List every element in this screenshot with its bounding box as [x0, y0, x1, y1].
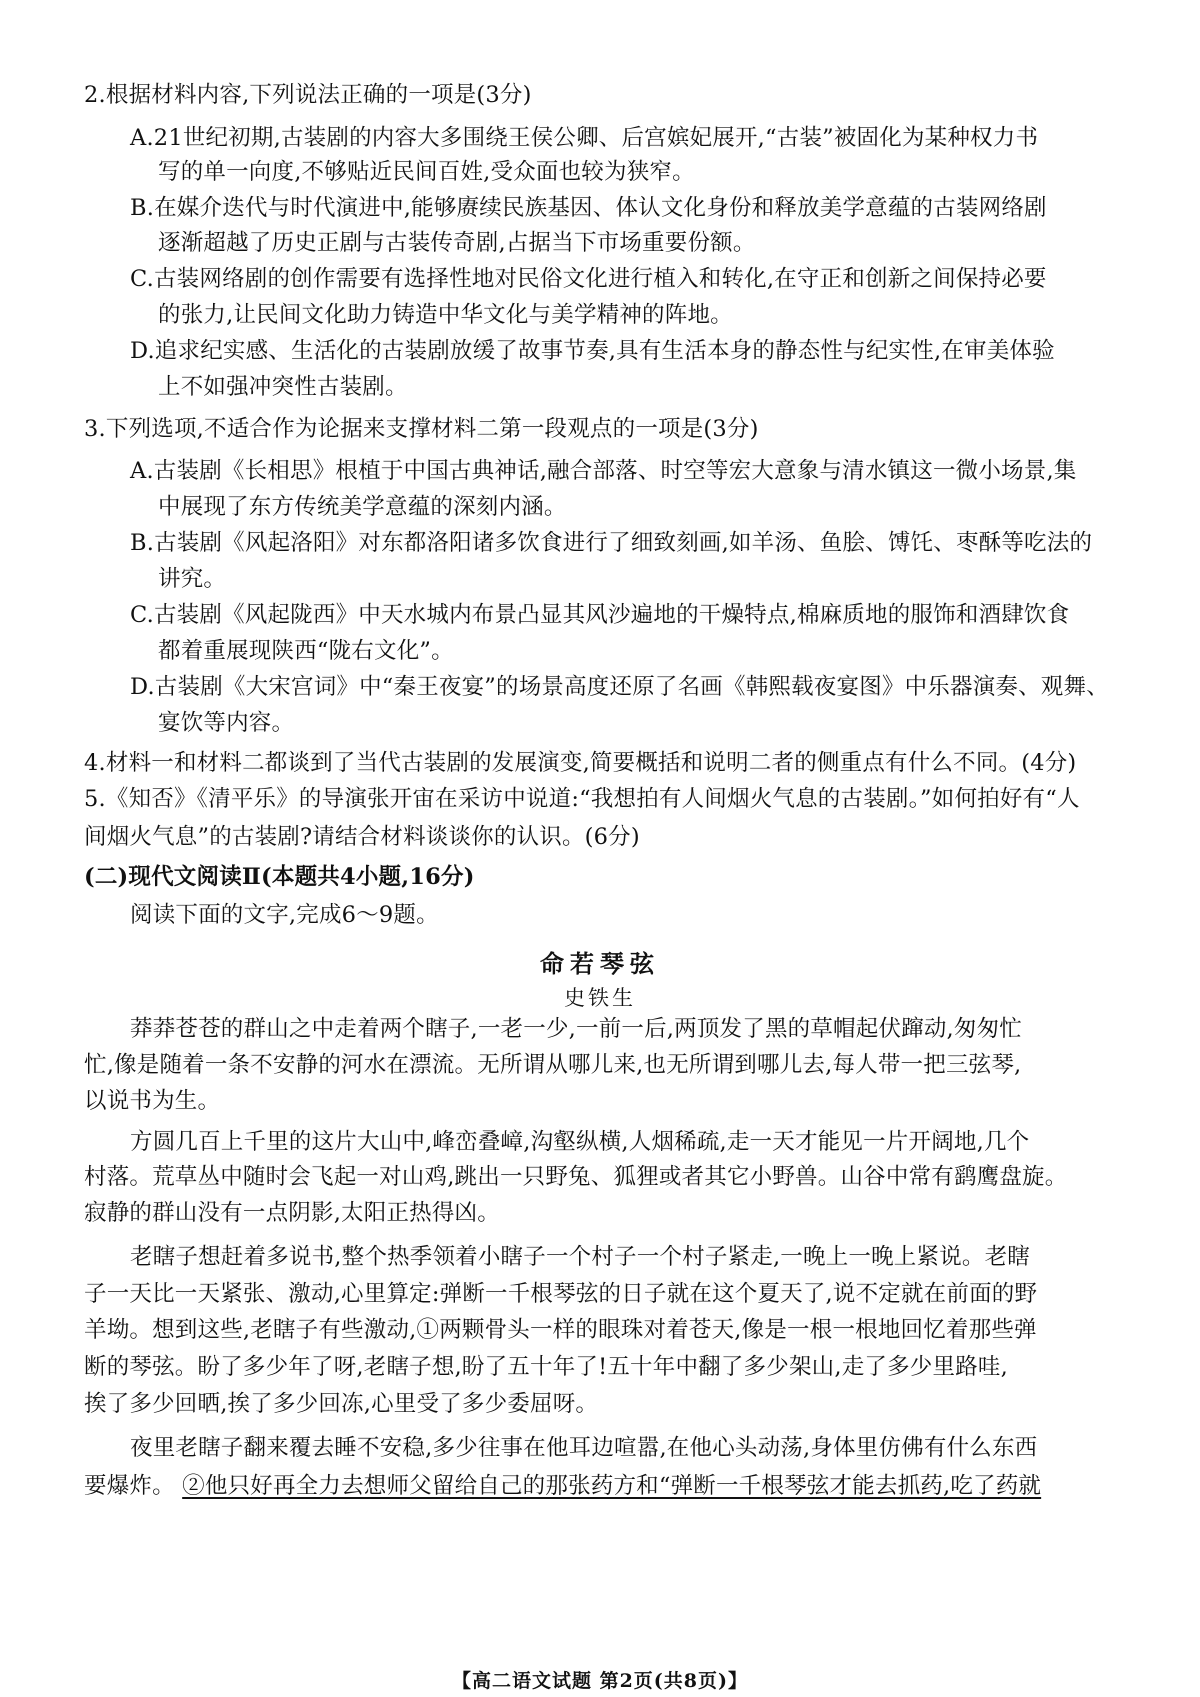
section-heading: (二)现代文阅读Ⅱ(本题共4小题,16分) — [84, 864, 475, 890]
question-2-option-a: A.21世纪初期,古装剧的内容大多围绕王侯公卿、后宫嫔妃展开,“古装”被固化为某种权力书 — [130, 125, 1039, 151]
question-3-option-d: D.古装剧《大宋宫词》中“秦王夜宴”的场景高度还原了名画《韩熙载夜宴图》中乐器演奏、观舞、 — [130, 674, 1109, 700]
story-paragraph-4-line-2 — [84, 1475, 1041, 1498]
story-underlined-sentence-2: ②他只好再全力去想师父留给自己的那张药方和“弹断一千根琴弦才能去抓药,吃了药就 — [182, 1473, 1042, 1499]
question-2-option-c-cont: 的张力,让民间文化助力铸造中华文化与美学精神的阵地。 — [158, 302, 733, 328]
story-paragraph-3-line-3: 羊坳。想到这些,老瞎子有些激动,①两颗骨头一样的眼珠对着苍天,像是一根一根地回忆着那些弹 — [84, 1317, 1037, 1343]
story-paragraph-3-line-2: 子一天比一天紧张、激动,心里算定:弹断一千根琴弦的日子就在这个夏天了,说不定就在前面的野 — [84, 1281, 1038, 1307]
story-paragraph-3-line-4: 断的琴弦。盼了多少年了呀,老瞎子想,盼了五十年了!五十年中翻了多少架山,走了多少里路哇, — [84, 1354, 1008, 1380]
question-3-option-b-cont: 讲究。 — [158, 566, 227, 592]
question-3-option-a: A.古装剧《长相思》根植于中国古典神话,融合部落、时空等宏大意象与清水镇这一微小场景,集 — [130, 458, 1077, 484]
story-paragraph-2-line-3: 寂静的群山没有一点阴影,太阳正热得凶。 — [84, 1200, 500, 1226]
story-author: 史铁生 — [564, 986, 636, 1010]
page-footer: 【高二语文试题 第2页(共8页)】 — [451, 1670, 749, 1692]
story-paragraph-3-line-5: 挨了多少回晒,挨了多少回冻,心里受了多少委屈呀。 — [84, 1391, 599, 1417]
story-paragraph-2: 方圆几百上千里的这片大山中,峰峦叠嶂,沟壑纵横,人烟稀疏,走一天才能见一片开阔地,几个 — [130, 1129, 1030, 1155]
question-5-cont: 间烟火气息”的古装剧?请结合材料谈谈你的认识。(6分) — [84, 824, 640, 850]
question-3-option-a-cont: 中展现了东方传统美学意蕴的深刻内涵。 — [158, 494, 567, 520]
question-2-option-c: C.古装网络剧的创作需要有选择性地对民俗文化进行植入和转化,在守正和创新之间保持必要 — [130, 266, 1047, 292]
story-paragraph-3: 老瞎子想赶着多说书,整个热季领着小瞎子一个村子一个村子紧走,一晚上一晚上紧说。老瞎 — [130, 1244, 1031, 1270]
story-paragraph-1: 莽莽苍苍的群山之中走着两个瞎子,一老一少,一前一后,两顶发了黑的草帽起伏蹿动,匆匆忙 — [130, 1016, 1023, 1042]
question-3-option-c: C.古装剧《风起陇西》中天水城内布景凸显其风沙遍地的干燥特点,棉麻质地的服饰和酒肆饮食 — [130, 602, 1070, 628]
story-paragraph-4: 夜里老瞎子翻来覆去睡不安稳,多少往事在他耳边喧嚣,在他心头动荡,身体里仿佛有什么东西 — [130, 1435, 1038, 1461]
question-2-option-a-cont: 写的单一向度,不够贴近民间百姓,受众面也较为狭窄。 — [158, 159, 695, 185]
reading-instruction: 阅读下面的文字,完成6～9题。 — [130, 902, 439, 928]
question-2-option-b: B.在媒介迭代与时代演进中,能够赓续民族基因、体认文化身份和释放美学意蕴的古装网络剧 — [130, 195, 1047, 221]
question-3-option-c-cont: 都着重展现陕西“陇右文化”。 — [158, 638, 454, 664]
question-3-option-d-cont: 宴饮等内容。 — [158, 710, 295, 736]
question-2-stem: 2.根据材料内容,下列说法正确的一项是(3分) — [84, 82, 532, 108]
story-paragraph-4-line-2-start: 要爆炸。 — [84, 1473, 175, 1499]
story-paragraph-1-line-3: 以说书为生。 — [84, 1088, 221, 1114]
question-2-option-d-cont: 上不如强冲突性古装剧。 — [158, 374, 408, 400]
question-2-option-d: D.追求纪实感、生活化的古装剧放缓了故事节奏,具有生活本身的静态性与纪实性,在审美体验 — [130, 338, 1055, 364]
story-title: 命若琴弦 — [540, 949, 660, 978]
question-2-option-b-cont: 逐渐超越了历史正剧与古装传奇剧,占据当下市场重要份额。 — [158, 230, 756, 256]
question-3-stem: 3.下列选项,不适合作为论据来支撑材料二第一段观点的一项是(3分) — [84, 416, 759, 442]
question-5: 5.《知否》《清平乐》的导演张开宙在采访中说道:“我想拍有人间烟火气息的古装剧。”如何拍好有“人 — [84, 786, 1080, 812]
story-paragraph-1-line-2: 忙,像是随着一条不安静的河水在漂流。无所谓从哪儿来,也无所谓到哪儿去,每人带一把三弦琴, — [84, 1052, 1022, 1078]
story-paragraph-2-line-2: 村落。荒草丛中随时会飞起一对山鸡,跳出一只野兔、狐狸或者其它小野兽。山谷中常有鹞鹰盘旋。 — [84, 1164, 1068, 1190]
question-4: 4.材料一和材料二都谈到了当代古装剧的发展演变,简要概括和说明二者的侧重点有什么不同。(4分) — [84, 750, 1077, 776]
question-3-option-b: B.古装剧《风起洛阳》对东都洛阳诸多饮食进行了细致刻画,如羊汤、鱼脍、馎饦、枣酥等吃法的 — [130, 530, 1093, 556]
